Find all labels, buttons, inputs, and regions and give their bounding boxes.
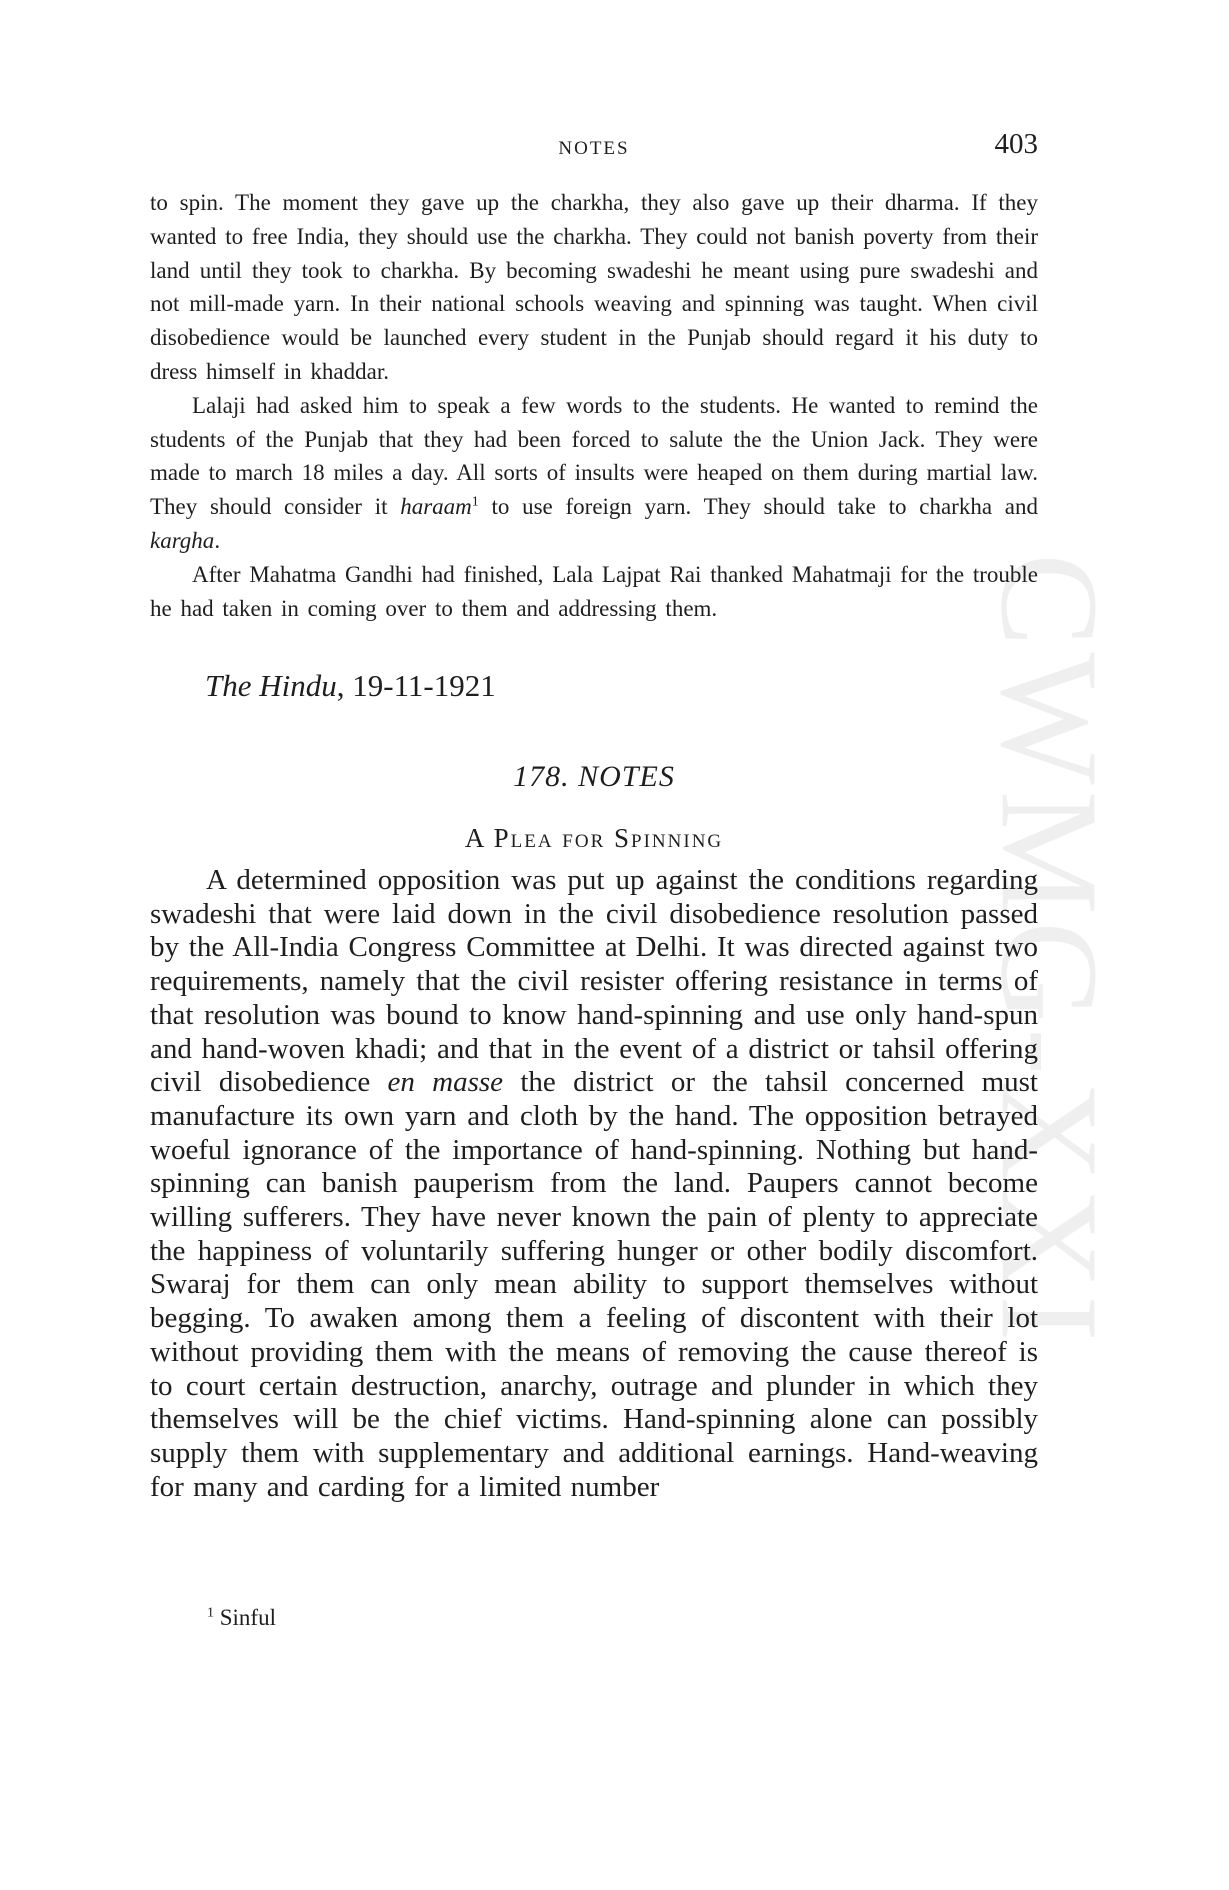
paragraph: Lalaji had asked him to speak a few words to the students. He wanted to remind the students of the Punjab that they had been forced to salute the the Union Jack. They were made to march 18 miles a day. All sorts of insults were heaped on them during martial law. They should consider it haraam$^1$ to use foreign yarn. They should take to charkha and kargha. xyxy=(150,392,1038,553)
page-header xyxy=(150,128,1038,168)
italic-term: haraam xyxy=(400,494,472,520)
watermark: CWMG-XXI xyxy=(971,552,1127,1348)
paragraph: A determined opposition was put up against the conditions regarding swadeshi that were laid down in the civil disobedience resolution passed by the All-India Congress Committee at Delhi. It was directed against two requirements, namely that the civil resister offering resistance in terms of that resolution was bound to know hand-spinning and use only hand-spun and hand-woven khadi; and that in the event of a district or tahsil offering civil disobedience en masse the district or the tahsil concerned must manufacture its own yarn and cloth by the hand. The opposition betrayed woeful ignorance of the importance of hand-spinning. Nothing but hand-spinning can banish pauperism from the land. Paupers cannot become willing sufferers. They have never known the pain of plenty to appreciate the happiness of voluntarily suffering hunger or other bodily discomfort. Swaraj for them can only mean ability to support themselves without begging. To awaken among them a feeling of discontent with their lot without providing them with the means of removing the cause thereof is to court certain destruction, anarchy, outrage and plunder in which they themselves will be the chief victims. Hand-spinning alone can possibly supply them with supplementary and additional earnings. Hand-weaving for many and carding for a limited number xyxy=(150,864,1038,1503)
page-number: 403 xyxy=(994,128,1038,160)
publication-date: , 19-11-1921 xyxy=(336,668,496,703)
section-title: 178. NOTES xyxy=(513,760,675,793)
footnote-text: Sinful xyxy=(219,1605,276,1630)
paragraph: to spin. The moment they gave up the charkha, they also gave up their dharma. If they wanted to free India, they should use the charkha. They could not banish poverty from their land until they took to charkha. By becoming swadeshi he meant using pure swadeshi and not mill-made yarn. In their national schools weaving and spinning was taught. When civil disobedience would be launched every student in the Punjab should regard it his duty to dress himself in khaddar. xyxy=(150,190,1038,384)
source-citation xyxy=(205,668,496,704)
footnote-marker: 1 xyxy=(207,1605,214,1621)
running-head: NOTES xyxy=(558,138,630,159)
article-body xyxy=(150,864,1038,1504)
footnote-ref: 1 xyxy=(471,494,479,510)
paragraph: After Mahatma Gandhi had finished, Lala Lajpat Rai thanked Mahatmaji for the trouble he had taken in coming over to them and addressing them. xyxy=(150,561,1038,621)
footnote xyxy=(207,1605,276,1631)
italic-term: kargha xyxy=(150,527,215,553)
publication-name: The Hindu xyxy=(205,668,337,703)
italic-term: en masse xyxy=(387,1066,504,1099)
speech-report xyxy=(150,186,1038,625)
section-subtitle: A Plea for Spinning xyxy=(464,823,724,853)
